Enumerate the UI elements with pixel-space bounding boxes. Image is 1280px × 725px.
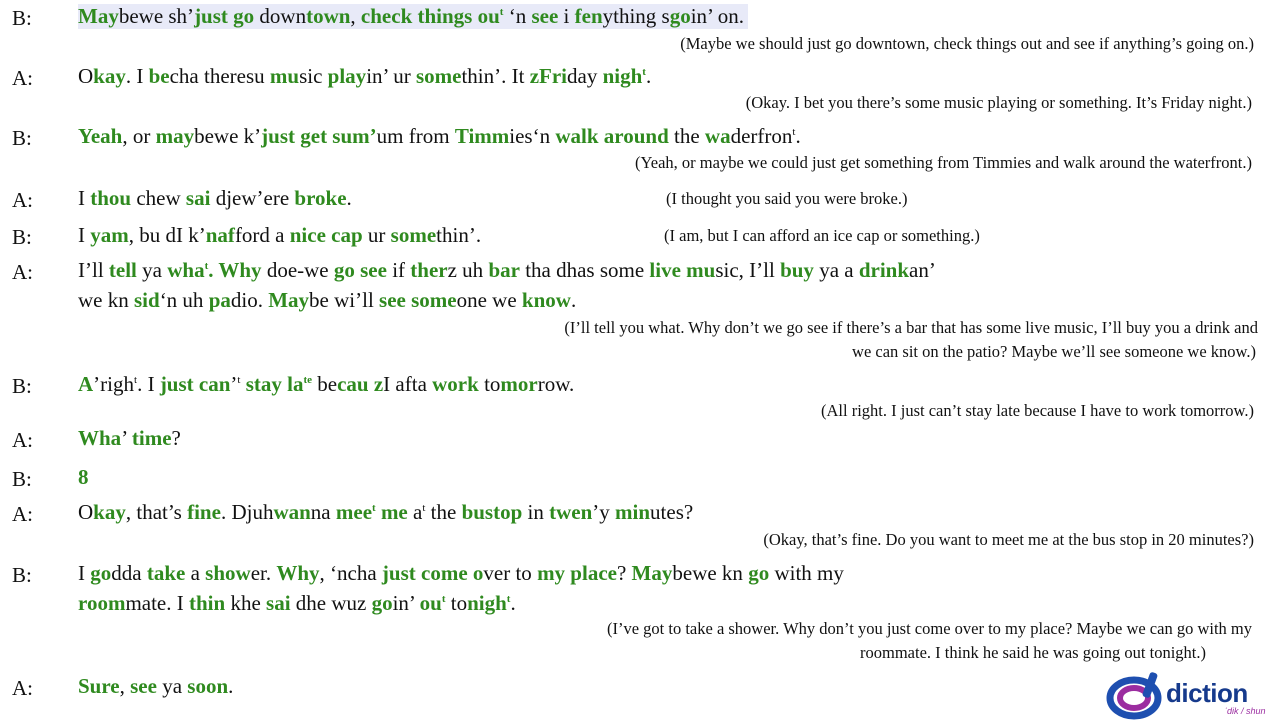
text-segment: in xyxy=(522,500,550,524)
stressed-segment: . Why xyxy=(208,258,262,282)
stressed-segment: take xyxy=(146,561,186,585)
stressed-segment: buy xyxy=(780,258,814,282)
text-segment: ies‘n xyxy=(509,124,556,148)
stressed-segment: 8 xyxy=(78,465,89,489)
text-segment: er. xyxy=(250,561,277,585)
translation-line: roommate. I think he said he was going out tonight.) xyxy=(860,643,1206,662)
text-segment: if xyxy=(386,258,411,282)
text-segment: I’ll xyxy=(78,258,109,282)
stressed-segment: go xyxy=(748,561,770,585)
text-segment: ’ xyxy=(121,426,132,450)
text-segment: we kn xyxy=(78,288,134,312)
stressed-segment: work xyxy=(432,372,479,396)
dialogue-line xyxy=(78,124,801,149)
text-segment: . xyxy=(346,186,352,210)
text-segment: , bu dI k’ xyxy=(128,223,206,247)
stressed-segment: just get sum’ xyxy=(261,124,377,148)
stressed-segment: sai xyxy=(266,591,291,615)
stressed-segment: Timm xyxy=(454,124,510,148)
stressed-segment: kay xyxy=(93,500,126,524)
stressed-segment: kay xyxy=(93,64,126,88)
stressed-segment: t xyxy=(204,260,209,272)
stressed-segment: mor xyxy=(500,372,538,396)
text-segment: ? xyxy=(616,561,632,585)
text-segment: ford a xyxy=(234,223,290,247)
stressed-segment: bar xyxy=(488,258,520,282)
stressed-segment: Wha xyxy=(78,426,122,450)
dialogue-line xyxy=(78,223,481,248)
text-segment: . xyxy=(228,674,234,698)
stressed-segment: see some xyxy=(379,288,457,312)
stressed-segment: zFri xyxy=(529,64,568,88)
text-segment: ya xyxy=(136,258,168,282)
text-segment: derfron xyxy=(730,124,793,148)
stressed-segment: Sure xyxy=(78,674,120,698)
text-segment: ? xyxy=(171,426,181,450)
speaker-label: B: xyxy=(12,374,32,398)
text-segment: a xyxy=(185,561,206,585)
translation-line: (All right. I just can’t stay late because I have to work tomorrow.) xyxy=(821,401,1254,420)
text-segment: doe-we xyxy=(261,258,334,282)
speaker-label: B: xyxy=(12,467,32,491)
text-segment: . Djuh xyxy=(220,500,274,524)
stressed-segment: mee xyxy=(335,500,373,524)
text-segment: the xyxy=(425,500,462,524)
stressed-segment: Yeah xyxy=(78,124,123,148)
stressed-segment: just can xyxy=(159,372,231,396)
text-segment: ya xyxy=(156,674,188,698)
text-segment: tha dhas some xyxy=(519,258,650,282)
stressed-segment: live mu xyxy=(649,258,716,282)
text-segment: . I xyxy=(125,64,149,88)
translation-line: (I am, but I can afford an ice cap or something.) xyxy=(664,226,980,245)
stressed-segment: sid xyxy=(134,288,160,312)
translation-line: (I’ll tell you what. Why don’t we go see if there’s a bar that has some live music, I’ll buy you a drink and xyxy=(564,318,1258,337)
dialogue-line xyxy=(78,465,89,490)
text-segment: khe xyxy=(225,591,267,615)
stressed-segment: play xyxy=(327,64,367,88)
stressed-segment: go see xyxy=(333,258,387,282)
stressed-segment: wan xyxy=(273,500,311,524)
text-segment: ‘n uh xyxy=(159,288,209,312)
dialogue-line xyxy=(78,561,844,586)
stressed-segment: time xyxy=(131,426,172,450)
dialogue-line xyxy=(78,4,748,29)
text-segment: t xyxy=(237,374,241,386)
translation-line: (I thought you said you were broke.) xyxy=(666,189,908,208)
text-segment: thin’. It xyxy=(461,64,530,88)
stressed-segment: A xyxy=(78,372,94,396)
text-segment: , or xyxy=(122,124,156,148)
text-segment: ’y xyxy=(592,500,616,524)
text-segment: day xyxy=(567,64,603,88)
stressed-segment: soon xyxy=(187,674,229,698)
stressed-segment: wha xyxy=(167,258,205,282)
text-segment: . xyxy=(795,124,801,148)
stressed-segment: fen xyxy=(574,4,603,28)
stressed-segment: my place xyxy=(537,561,617,585)
dialogue-line xyxy=(78,674,233,699)
translation-line: (I’ve got to take a shower. Why don’t you just come over to my place? Maybe we can go with my xyxy=(606,619,1252,638)
dialogue-line xyxy=(78,64,651,89)
text-segment: . xyxy=(645,64,652,88)
text-segment: , xyxy=(350,4,361,28)
stressed-segment: t xyxy=(441,593,446,605)
text-segment: to xyxy=(478,372,501,396)
stressed-segment: ou xyxy=(419,591,442,615)
text-segment: ya a xyxy=(813,258,859,282)
speaker-label: B: xyxy=(12,6,32,30)
dialogue-line-continued xyxy=(78,591,516,616)
stressed-segment: go xyxy=(90,561,112,585)
stressed-segment: check things ou xyxy=(360,4,500,28)
text-segment: . xyxy=(570,288,577,312)
text-segment: na xyxy=(310,500,336,524)
stressed-segment: naf xyxy=(205,223,235,247)
stressed-segment: fine xyxy=(187,500,221,524)
text-segment: with my xyxy=(769,561,844,585)
stressed-segment: t xyxy=(506,593,511,605)
text-segment: chew xyxy=(131,186,186,210)
stressed-segment: room xyxy=(78,591,126,615)
stressed-segment: sai xyxy=(185,186,211,210)
text-segment: to xyxy=(445,591,468,615)
dialogue-line xyxy=(78,258,936,283)
text-segment: ‘n xyxy=(503,4,532,28)
text-segment: dhe wuz xyxy=(290,591,372,615)
text-segment: be wi’ll xyxy=(309,288,380,312)
text-segment: djew’ere xyxy=(210,186,295,210)
text-segment: , xyxy=(119,674,131,698)
stressed-segment: stay la xyxy=(240,372,304,396)
stressed-segment: drink xyxy=(858,258,910,282)
stressed-segment: cau z xyxy=(337,372,384,396)
speaker-label: A: xyxy=(12,66,33,90)
text-segment: I xyxy=(78,561,91,585)
stressed-segment: twen xyxy=(549,500,593,524)
stressed-segment: bustop xyxy=(461,500,523,524)
text-segment: ything s xyxy=(602,4,670,28)
translation-line: (Okay, that’s fine. Do you want to meet me at the bus stop in 20 minutes?) xyxy=(763,530,1254,549)
text-segment: one we xyxy=(456,288,522,312)
text-segment: row. xyxy=(537,372,575,396)
stressed-segment: May xyxy=(78,4,119,28)
translation-line: (Maybe we should just go downtown, check things out and see if anything’s going on.) xyxy=(680,34,1254,53)
text-segment: a xyxy=(407,500,423,524)
text-segment: mate. I xyxy=(125,591,189,615)
stressed-segment: go xyxy=(669,4,691,28)
logo-wordmark: diction xyxy=(1166,678,1248,708)
text-segment: . I xyxy=(137,372,160,396)
stressed-segment: go xyxy=(371,591,393,615)
stressed-segment: tell xyxy=(108,258,137,282)
text-segment: z uh xyxy=(447,258,489,282)
stressed-segment: ther xyxy=(410,258,448,282)
text-segment: O xyxy=(78,64,94,88)
speaker-label: B: xyxy=(12,126,32,150)
speaker-label: A: xyxy=(12,502,33,526)
dialogue-line xyxy=(78,372,574,397)
speaker-label: A: xyxy=(12,676,33,700)
text-segment: t xyxy=(792,126,796,138)
stressed-segment: me xyxy=(375,500,408,524)
text-segment: ur xyxy=(362,223,391,247)
text-segment: thin’. xyxy=(436,223,482,247)
text-segment: , that’s xyxy=(125,500,188,524)
text-segment: an’ xyxy=(909,258,936,282)
text-segment: i xyxy=(558,4,575,28)
text-segment: bewe kn xyxy=(672,561,749,585)
stressed-segment: thin xyxy=(189,591,226,615)
stressed-segment: see xyxy=(130,674,157,698)
stressed-segment: some xyxy=(390,223,437,247)
stressed-segment: may xyxy=(155,124,195,148)
speaker-label: A: xyxy=(12,188,33,212)
stressed-segment: yam xyxy=(90,223,129,247)
text-segment: utes? xyxy=(650,500,694,524)
stressed-segment: some xyxy=(415,64,462,88)
text-segment: um from xyxy=(376,124,455,148)
stressed-segment: nigh xyxy=(602,64,643,88)
text-segment: in’ xyxy=(392,591,420,615)
stressed-segment: show xyxy=(205,561,251,585)
text-segment: O xyxy=(78,500,94,524)
stressed-segment: t xyxy=(642,66,646,78)
stressed-segment: broke xyxy=(294,186,347,210)
stressed-segment: pa xyxy=(208,288,231,312)
text-segment: sic xyxy=(299,64,328,88)
stressed-segment: just go xyxy=(194,4,260,28)
stressed-segment: be xyxy=(148,64,170,88)
stressed-segment: town xyxy=(306,4,351,28)
text-segment: down xyxy=(259,4,307,28)
stressed-segment: see xyxy=(531,4,559,28)
diction-logo xyxy=(1106,668,1278,720)
text-segment: bewe sh’ xyxy=(118,4,195,28)
text-segment: cha theresu xyxy=(169,64,270,88)
speaker-label: A: xyxy=(12,260,33,284)
text-segment: I xyxy=(78,223,91,247)
dialogue-line xyxy=(78,186,352,211)
stressed-segment: May xyxy=(631,561,673,585)
stressed-segment: t xyxy=(499,6,504,18)
translation-line: we can sit on the patio? Maybe we’ll see someone we know.) xyxy=(852,342,1256,361)
translation-line: (Okay. I bet you there’s some music playing or something. It’s Friday night.) xyxy=(745,93,1252,112)
text-segment: the xyxy=(668,124,705,148)
dialogue-line-continued xyxy=(78,288,576,313)
text-segment: dio. xyxy=(230,288,269,312)
text-segment: ver to xyxy=(483,561,538,585)
dialogue-line xyxy=(78,500,693,525)
text-segment: I afta xyxy=(383,372,433,396)
stressed-segment: nice cap xyxy=(289,223,363,247)
speaker-label: B: xyxy=(12,225,32,249)
logo-pronunciation: ˈdik / shun xyxy=(1224,706,1266,716)
stressed-segment: te xyxy=(303,374,313,386)
text-segment: I xyxy=(78,186,91,210)
text-segment: be xyxy=(312,372,338,396)
speaker-label: B: xyxy=(12,563,32,587)
stressed-segment: nigh xyxy=(467,591,507,615)
text-segment: t xyxy=(422,502,426,514)
stressed-segment: May xyxy=(268,288,310,312)
stressed-segment: min xyxy=(615,500,651,524)
stressed-segment: just come o xyxy=(381,561,484,585)
translation-line: (Yeah, or maybe we could just get something from Timmies and walk around the waterfront.) xyxy=(635,153,1252,172)
dialogue-line xyxy=(78,426,181,451)
text-segment: dda xyxy=(111,561,147,585)
stressed-segment: mu xyxy=(269,64,300,88)
text-segment: t xyxy=(134,374,138,386)
stressed-segment: wa xyxy=(704,124,731,148)
text-segment: bewe k’ xyxy=(194,124,262,148)
text-segment: sic, I’ll xyxy=(715,258,781,282)
stressed-segment: walk around xyxy=(555,124,669,148)
text-segment: , ‘ncha xyxy=(319,561,382,585)
speaker-label: A: xyxy=(12,428,33,452)
text-segment: ’righ xyxy=(93,372,134,396)
text-segment: in’ ur xyxy=(366,64,416,88)
stressed-segment: know xyxy=(521,288,571,312)
text-segment: in’ on. xyxy=(690,4,744,28)
diction-logo-icon xyxy=(1106,668,1166,720)
stressed-segment: thou xyxy=(90,186,132,210)
text-segment: ’ xyxy=(230,372,238,396)
text-segment: . xyxy=(510,591,516,615)
stressed-segment: t xyxy=(372,502,376,514)
stressed-segment: Why xyxy=(276,561,320,585)
